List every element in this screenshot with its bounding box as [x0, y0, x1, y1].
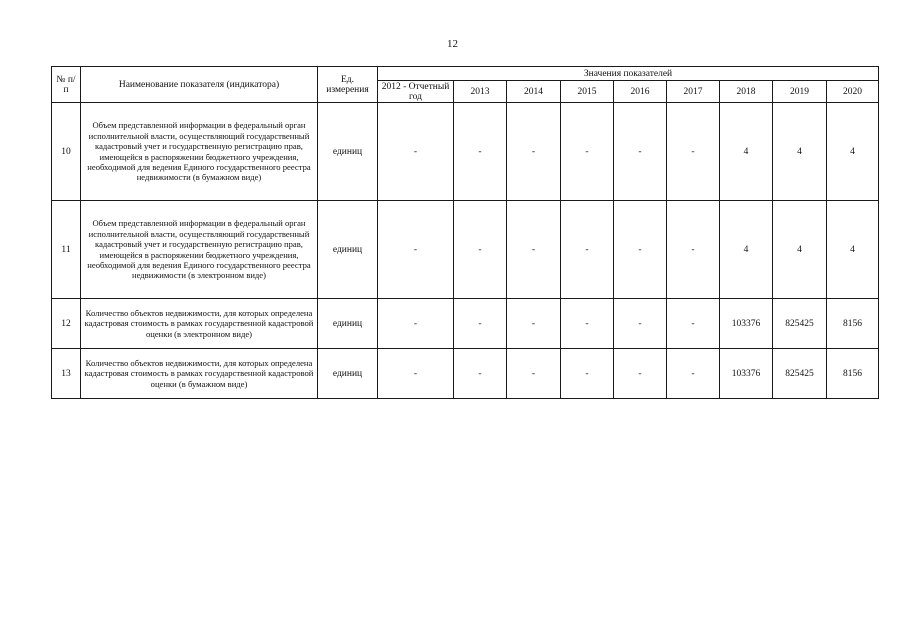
table-row [52, 299, 879, 349]
row-number: 10 [52, 103, 81, 201]
indicator-value: - [614, 349, 667, 399]
indicator-value: 4 [720, 103, 773, 201]
indicator-value: - [667, 299, 720, 349]
page-number: 12 [447, 38, 458, 50]
indicator-value: 103376 [720, 349, 773, 399]
table-header-row [52, 67, 879, 81]
indicator-name: Количество объектов недвижимости, для которых определена кадастровая стоимость в рамках государственной кадастровой оценки (в бумажном виде) [81, 349, 318, 399]
table-row [52, 349, 879, 399]
indicator-value: - [378, 201, 454, 299]
indicator-value: - [454, 349, 507, 399]
header-year: 2020 [827, 81, 879, 103]
table-row [52, 201, 879, 299]
indicator-value: - [507, 201, 561, 299]
indicator-value: - [561, 299, 614, 349]
indicator-value: - [507, 299, 561, 349]
row-number: 11 [52, 201, 81, 299]
row-number: 12 [52, 299, 81, 349]
indicator-unit: единиц [318, 349, 378, 399]
table-row [52, 103, 879, 201]
row-number: 13 [52, 349, 81, 399]
indicator-value: 4 [827, 103, 879, 201]
indicator-value: - [454, 299, 507, 349]
header-year: 2019 [773, 81, 827, 103]
header-year: 2014 [507, 81, 561, 103]
indicator-value: 825425 [773, 349, 827, 399]
indicator-value: - [561, 201, 614, 299]
indicator-value: - [667, 349, 720, 399]
indicator-value: - [614, 201, 667, 299]
header-num: № п/п [52, 67, 81, 103]
header-year: 2013 [454, 81, 507, 103]
indicator-unit: единиц [318, 201, 378, 299]
indicator-value: 825425 [773, 299, 827, 349]
indicator-value: - [614, 103, 667, 201]
indicator-value: 4 [720, 201, 773, 299]
indicators-table [51, 66, 879, 399]
header-year: 2017 [667, 81, 720, 103]
indicator-value: - [454, 103, 507, 201]
indicator-value: - [507, 349, 561, 399]
indicator-value: - [454, 201, 507, 299]
indicator-name: Количество объектов недвижимости, для которых определена кадастровая стоимость в рамках государственной кадастровой оценки (в электронном виде) [81, 299, 318, 349]
header-values-group: Значения показателей [378, 67, 879, 81]
header-name: Наименование показателя (индикатора) [81, 67, 318, 103]
indicator-value: - [561, 349, 614, 399]
indicator-value: 4 [827, 201, 879, 299]
indicator-value: 4 [773, 103, 827, 201]
indicator-name: Объем представленной информации в федеральный орган исполнительной власти, осуществляющий государственный кадастровый учет и государственную регистрацию прав, имеющейся в распоряжении бюджетного учреждения, необходимой для ведения Единого государственного реестра недвижимости (в бумажном виде) [81, 103, 318, 201]
indicator-value: 8156 [827, 349, 879, 399]
header-year: 2012 - Отчетный год [378, 81, 454, 103]
indicator-value: - [667, 103, 720, 201]
indicator-value: - [378, 103, 454, 201]
header-year: 2018 [720, 81, 773, 103]
indicator-value: - [378, 299, 454, 349]
header-year: 2016 [614, 81, 667, 103]
indicator-value: 8156 [827, 299, 879, 349]
indicator-value: - [561, 103, 614, 201]
indicator-value: - [507, 103, 561, 201]
indicator-name: Объем представленной информации в федеральный орган исполнительной власти, осуществляющий государственный кадастровый учет и государственную регистрацию прав, имеющейся в распоряжении бюджетного учреждения, необходимой для ведения Единого государственного реестра недвижимости (в электронном виде) [81, 201, 318, 299]
indicator-unit: единиц [318, 103, 378, 201]
indicator-value: - [614, 299, 667, 349]
indicator-value: - [667, 201, 720, 299]
indicator-value: 4 [773, 201, 827, 299]
indicator-value: - [378, 349, 454, 399]
header-year: 2015 [561, 81, 614, 103]
header-unit: Ед. измерения [318, 67, 378, 103]
indicator-unit: единиц [318, 299, 378, 349]
indicator-value: 103376 [720, 299, 773, 349]
